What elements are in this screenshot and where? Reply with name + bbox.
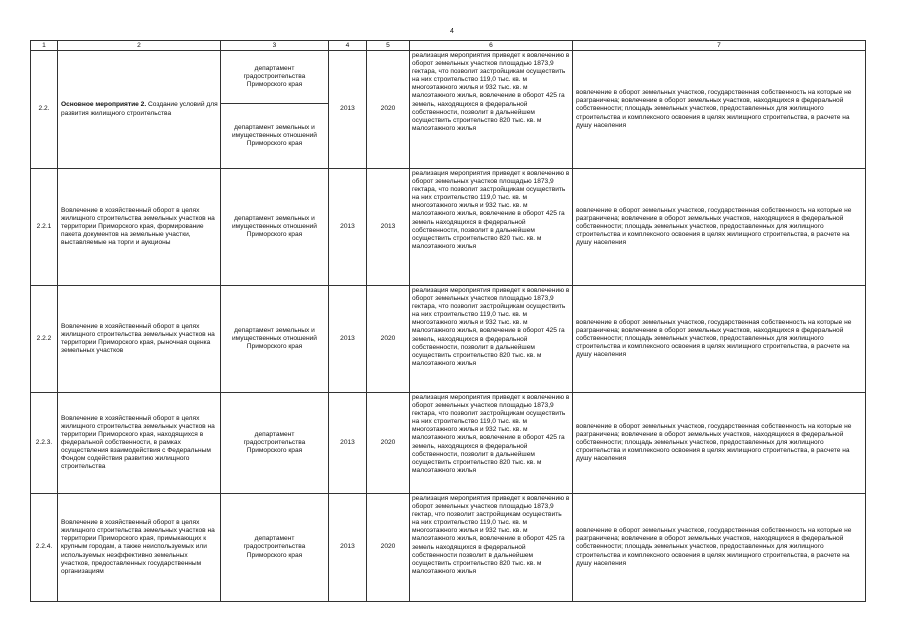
start-year: 2013	[329, 169, 367, 286]
start-year: 2013	[329, 51, 367, 169]
expected-outcome: реализация мероприятия приведет к вовлечению в оборот земельных участков площадью 1873,9 гектара, что позволит застройщикам осуществить на них строительство 119,0 тыс. кв. м многоэтажного жилья и 932 тыс. кв. м малоэтажного жилья, вовлечение в оборот 425 га земель, находящихся в федеральной собственности, позволит в дальнейшем осуществить строительство 820 тыс. кв. м малоэтажного жилья	[410, 286, 573, 393]
column-number: 7	[573, 41, 866, 51]
activity-title-bold: Основное мероприятие 2.	[61, 101, 147, 109]
target-indicators: вовлечение в оборот земельных участков, государственная собственность на которые не разграничена; вовлечение в оборот земельных участков, находящихся в федеральной собственности; площадь земельных участков, предоставленных для жилищного строительства и комплексного освоения в целях жилищного строительства, в расчете на душу населения	[573, 494, 866, 602]
start-year: 2013	[329, 286, 367, 393]
expected-outcome: реализация мероприятия приведет к вовлечению в оборот земельных участков площадью 1873,9 гектар, что позволит застройщикам осуществить на них строительство 119,0 тыс. кв. м многоэтажного жилья и 932 тыс. кв. м малоэтажного жилья, вовлечение в оборот 425 га земель находящихся в федеральной собственности позволит в дальнейшем осуществить строительство 820 тыс. кв. м малоэтажного жилья	[410, 494, 573, 602]
table-row	[31, 494, 866, 602]
program-activities-table	[30, 40, 866, 602]
item-number: 2.2.1	[31, 169, 58, 286]
item-number: 2.2.2	[31, 286, 58, 393]
end-year: 2013	[367, 169, 410, 286]
target-indicators: вовлечение в оборот земельных участков, государственная собственность на которые не разграничена; вовлечение в оборот земельных участков, находящихся в федеральной собственности; площадь земельных участков, предоставленных для жилищного строительства и комплексного освоения в целях жилищного строительства, в расчете на душу населения	[573, 393, 866, 494]
expected-outcome: реализация мероприятия приведет к вовлечению в оборот земельных участков площадью 1873,9 гектара, что позволит застройщикам осуществить на них строительство 119,0 тыс. кв. м многоэтажного жилья и 932 тыс. кв. м малоэтажного жилья, вовлечение в оборот 425 га земель, находящихся в федеральной собственности, позволит в дальнейшем осуществить строительство 820 тыс. кв. м малоэтажного жилья	[410, 51, 573, 169]
end-year: 2020	[367, 494, 410, 602]
responsible-department: департамент градостроительства Приморского края	[221, 393, 329, 494]
target-indicators: вовлечение в оборот земельных участков, государственная собственность на которые не разграничена; вовлечение в оборот земельных участков, находящихся в федеральной собственности; площадь земельных участков, предоставленных для жилищного строительства и комплексного освоения в целях жилищного строительства, в расчете на душу населения	[573, 169, 866, 286]
target-indicators: вовлечение в оборот земельных участков, государственная собственность на которые не разграничена; вовлечение в оборот земельных участков, находящихся в федеральной собственности; площадь земельных участков, предоставленных для жилищного строительства и комплексного освоения в целях жилищного строительства, в расчете на душу населения	[573, 51, 866, 169]
table-row	[31, 169, 866, 286]
item-number: 2.2.	[31, 51, 58, 169]
responsible-department: департамент земельных и имущественных отношений Приморского края	[221, 286, 329, 393]
expected-outcome: реализация мероприятия приведет к вовлечению в оборот земельных участков площадью 1873,9 гектара, что позволит застройщикам осуществить на них строительство 119,0 тыс. кв. м многоэтажного жилья и 932 тыс. кв. м малоэтажного жилья, вовлечение в оборот 425 га земель, находящихся в федеральной собственности, позволит в дальнейшем осуществить строительство 820 тыс. кв. м малоэтажного жилья	[410, 393, 573, 494]
column-number: 5	[367, 41, 410, 51]
table-row	[31, 393, 866, 494]
end-year: 2020	[367, 393, 410, 494]
table-row	[31, 286, 866, 393]
column-number: 1	[31, 41, 58, 51]
item-number: 2.2.3.	[31, 393, 58, 494]
table-row	[31, 51, 866, 104]
column-number: 4	[329, 41, 367, 51]
page-number: 4	[450, 28, 454, 35]
start-year: 2013	[329, 393, 367, 494]
end-year: 2020	[367, 286, 410, 393]
column-number: 6	[410, 41, 573, 51]
responsible-department: департамент земельных и имущественных отношений Приморского края	[221, 169, 329, 286]
item-number: 2.2.4.	[31, 494, 58, 602]
column-number: 3	[221, 41, 329, 51]
responsible-department: департамент градостроительства Приморского края	[221, 494, 329, 602]
end-year: 2020	[367, 51, 410, 169]
responsible-department: департамент земельных и имущественных отношений Приморского края	[221, 104, 329, 169]
column-number: 2	[58, 41, 221, 51]
activity-name	[58, 51, 221, 169]
target-indicators: вовлечение в оборот земельных участков, государственная собственность на которые не разграничена; вовлечение в оборот земельных участков, находящихся в федеральной собственности; площадь земельных участков, предоставленных для жилищного строительства и комплексного освоения в целях жилищного строительства, в расчете на душу населения	[573, 286, 866, 393]
column-number-row	[31, 41, 866, 51]
start-year: 2013	[329, 494, 367, 602]
activity-name: Вовлечение в хозяйственный оборот в целях жилищного строительства земельных участков на территории Приморского края, находящихся в федеральной собственности, в рамках осуществления взаимодействия с Федеральным Фондом содействия развитию жилищного строительства	[58, 393, 221, 494]
activity-title-rest: Создание условий для развития жилищного строительства	[61, 101, 218, 117]
activity-name: Вовлечение в хозяйственный оборот в целях жилищного строительства земельных участков на территории Приморского края, формирование пакета документов на земельные участки, выставляемые на торги и аукционы	[58, 169, 221, 286]
responsible-department: департамент градостроительства Приморского края	[221, 51, 329, 104]
activity-name: Вовлечение в хозяйственный оборот в целях жилищного строительства земельных участков на территории Приморского края, рыночная оценка земельных участков	[58, 286, 221, 393]
expected-outcome: реализация мероприятия приведет к вовлечению в оборот земельных участков площадью 1873,9 гектара, что позволит застройщикам осуществить на них строительство 119,0 тыс. кв. м многоэтажного жилья и 932 тыс. кв. м малоэтажного жилья, вовлечение в оборот 425 га земель находящихся в федеральной собственности, позволит в дальнейшем осуществить строительство 820 тыс. кв. м малоэтажного жилья	[410, 169, 573, 286]
activity-name: Вовлечение в хозяйственный оборот в целях жилищного строительства земельных участков на территории Приморского края, примыкающих к крупным городам, а также неиспользуемых или используемых неэффективно земельных участков, предоставленных государственным организациям	[58, 494, 221, 602]
